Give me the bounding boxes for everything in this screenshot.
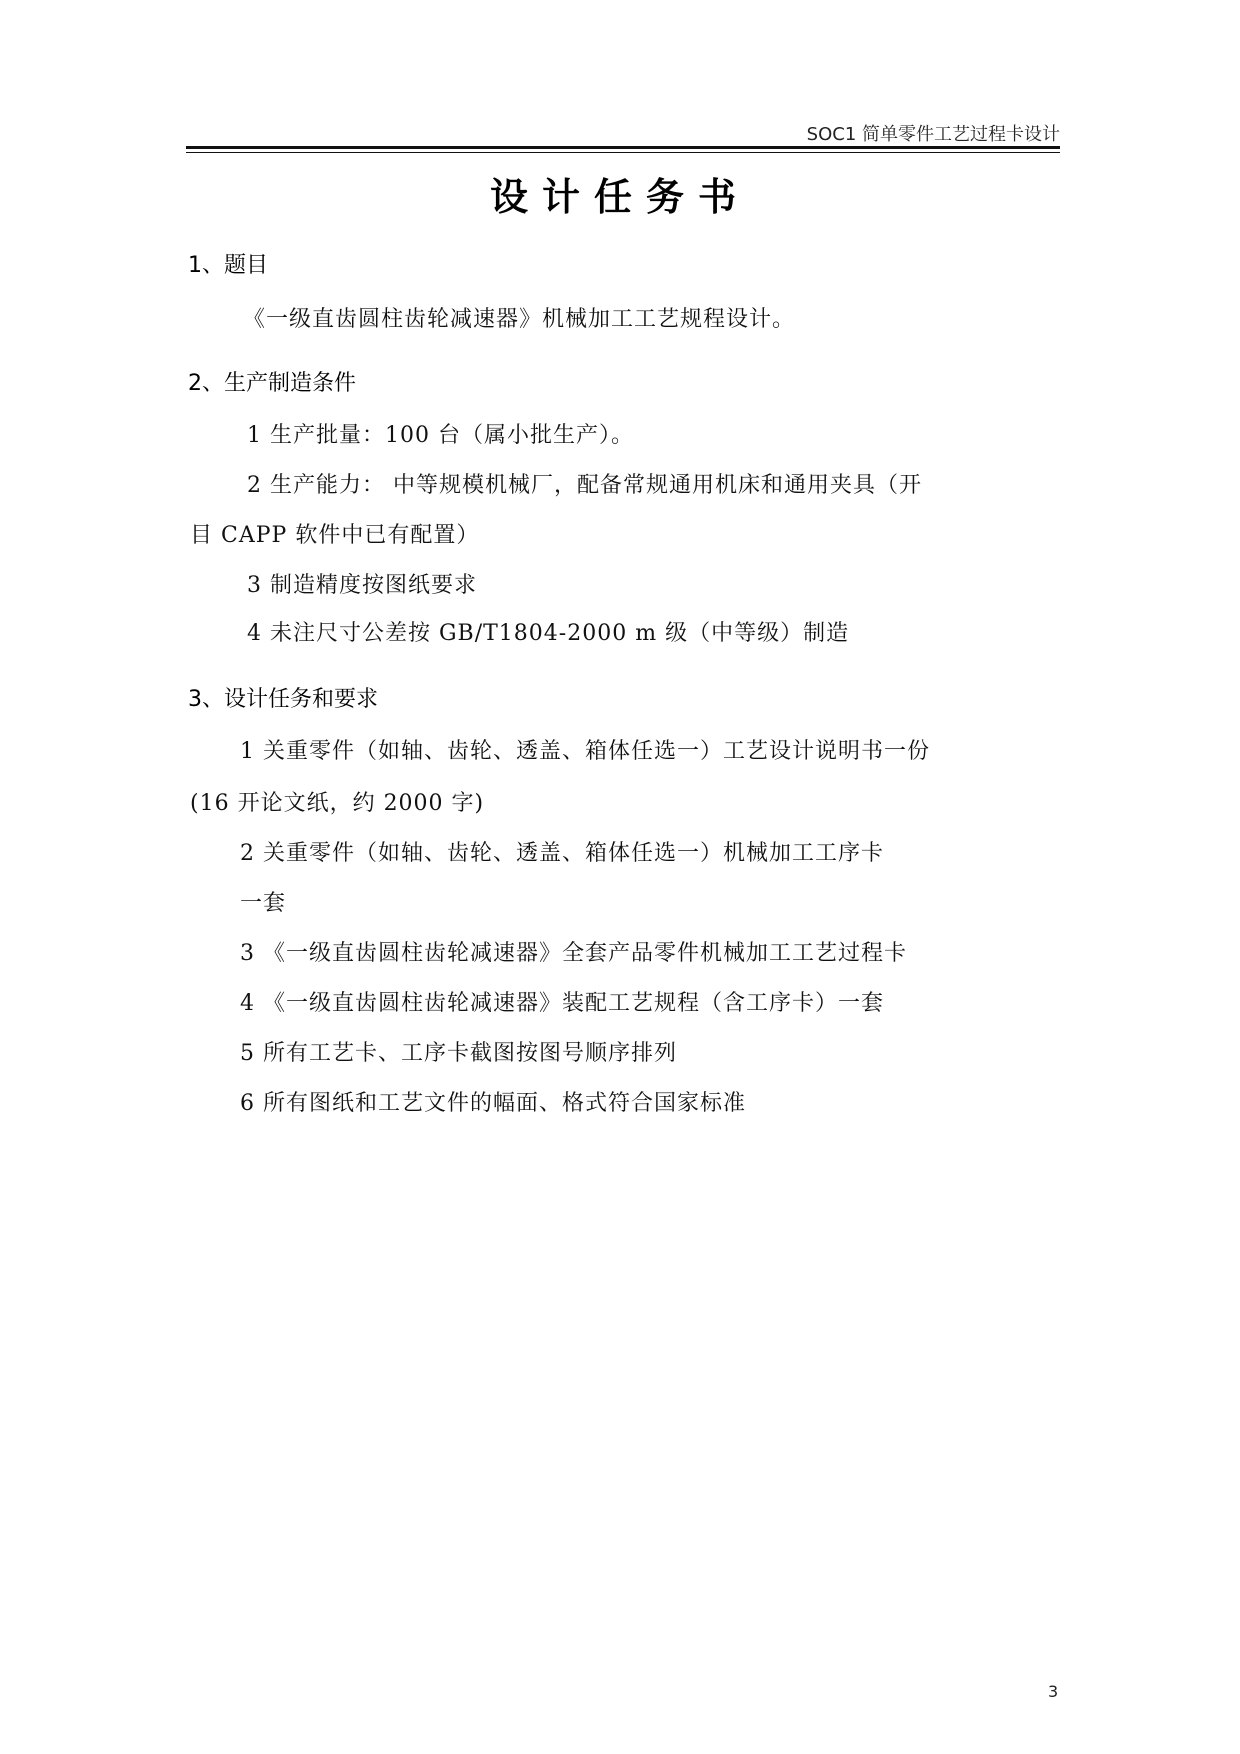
requirement-line: 3 《一级直齿圆柱齿轮减速器》全套产品零件机械加工工艺过程卡 xyxy=(240,941,907,966)
condition-line: 4 未注尺寸公差按 GB/T1804-2000 m 级（中等级）制造 xyxy=(247,621,850,646)
requirement-line: (16 开论文纸，约 2000 字) xyxy=(190,791,485,816)
requirement-line: 一套 xyxy=(240,891,287,916)
condition-line: 目 CAPP 软件中已有配置） xyxy=(190,523,480,548)
document-title: 设计任务书 xyxy=(489,175,750,219)
requirement-line: 2 关重零件（如轴、齿轮、透盖、箱体任选一）机械加工工序卡 xyxy=(240,841,884,866)
condition-line: 2 生产能力： 中等规模机械厂，配备常规通用机床和通用夹具（开 xyxy=(247,473,922,498)
condition-line: 1 生产批量：100 台（属小批生产）。 xyxy=(247,423,634,448)
requirement-line: 1 关重零件（如轴、齿轮、透盖、箱体任选一）工艺设计说明书一份 xyxy=(240,739,930,764)
section-heading-requirements: 3、设计任务和要求 xyxy=(188,687,378,712)
page-number: 3 xyxy=(1048,1682,1059,1701)
requirement-line: 6 所有图纸和工艺文件的幅面、格式符合国家标准 xyxy=(240,1091,746,1116)
condition-line: 3 制造精度按图纸要求 xyxy=(247,573,477,598)
requirement-line: 4 《一级直齿圆柱齿轮减速器》装配工艺规程（含工序卡）一套 xyxy=(240,991,884,1016)
requirement-line: 5 所有工艺卡、工序卡截图按图号顺序排列 xyxy=(240,1041,677,1066)
section-heading-topic: 1、题目 xyxy=(188,253,268,278)
running-header: SOC1 简单零件工艺过程卡设计 xyxy=(806,124,1060,145)
topic-line: 《一级直齿圆柱齿轮减速器》机械加工工艺规程设计。 xyxy=(243,307,796,332)
header-rule xyxy=(186,146,1060,153)
section-heading-conditions: 2、生产制造条件 xyxy=(188,371,356,396)
